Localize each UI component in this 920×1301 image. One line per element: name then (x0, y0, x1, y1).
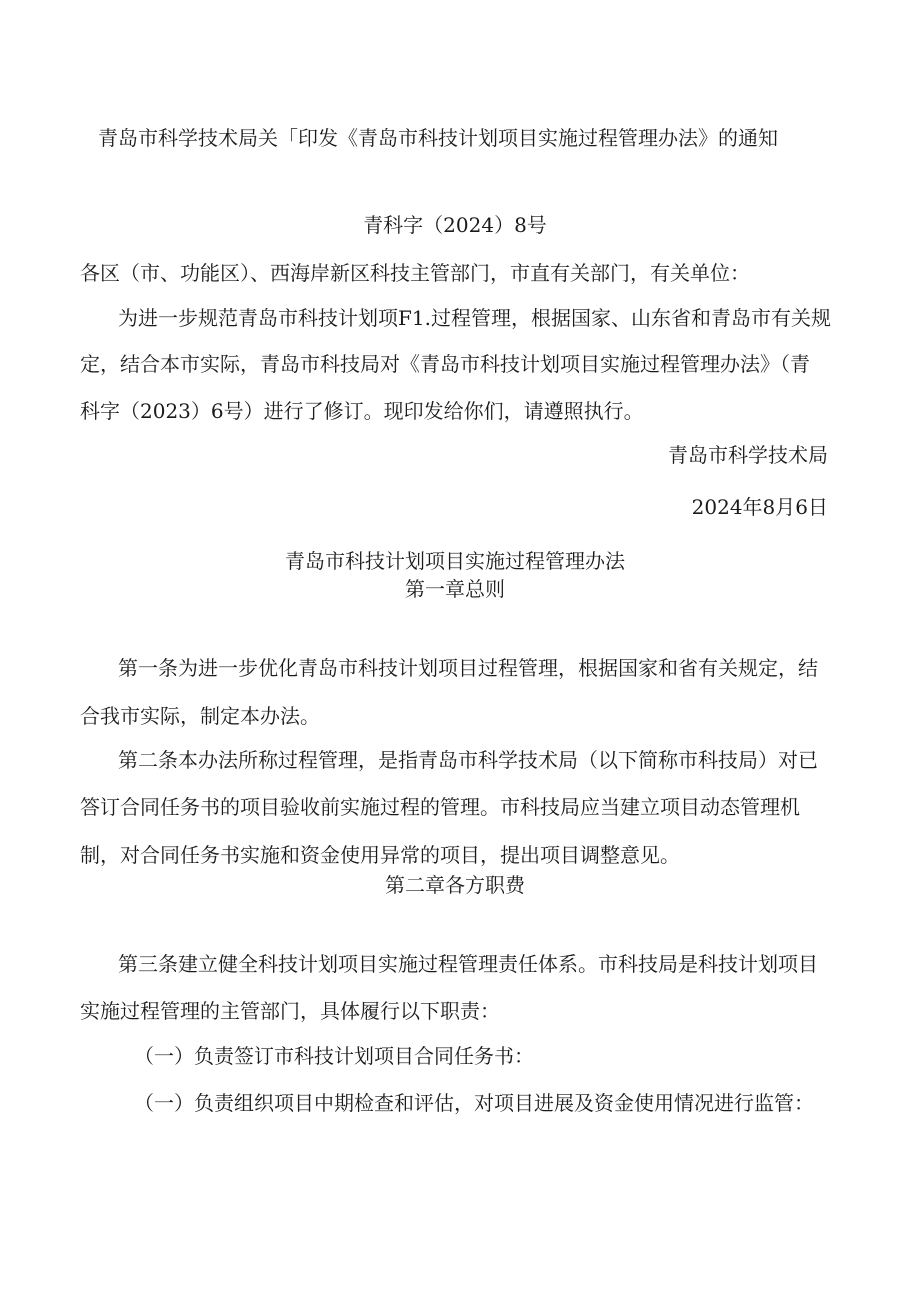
article-2-line: 第二条本办法所称过程管理，是指青岛市科学技术局（以下简称市科技局）对已 (118, 748, 818, 772)
chapter-heading: 第二章各方职费 (385, 873, 525, 897)
notice-title: 青岛市科学技术局关「印发《青岛市科技计划项目实施过程管理办法》的通知 (98, 126, 778, 150)
measures-title: 青岛市科技计划项目实施过程管理办法 (285, 549, 625, 573)
signature-issuer: 青岛市科学技术局 (668, 443, 828, 467)
article-2-line: 答订合同任务书的项目验收前实施过程的管理。市科技局应当建立项目动态管理机 (80, 795, 800, 819)
article-2-line: 制，对合同任务书实施和资金使用异常的项目，提出项目调整意见。 (80, 843, 680, 867)
duty-item: （一）负责组织项目中期检查和评估，对项目进展及资金使用情况进行监管： (134, 1091, 814, 1115)
article-1-line: 合我市实际，制定本办法。 (80, 704, 320, 728)
document-number: 青科字（2024）8号 (363, 213, 547, 237)
article-3-line: 第三条建立健全科技计划项目实施过程管理责任体系。市科技局是科技计划项目 (118, 952, 818, 976)
signature-date: 2024年8月6日 (691, 495, 828, 519)
article-1-line: 第一条为进一步优化青岛市科技计划项目过程管理，根据国家和省有关规定，结 (118, 656, 818, 680)
notice-body-line: 科字（2023）6号）进行了修订。现印发给你们，请遵照执行。 (80, 399, 644, 423)
duty-item: （一）负责签订市科技计划项目合同任务书： (134, 1044, 534, 1068)
chapter-heading: 第一章总则 (405, 577, 505, 601)
notice-body-line: 为进一步规范青岛市科技计划项F1.过程管理，根据国家、山东省和青岛市有关规 (118, 306, 831, 330)
article-3-line: 实施过程管理的主管部门，具体履行以下职责： (80, 999, 500, 1023)
recipients-line: 各区（市、功能区）、西海岸新区科技主管部门，市直有关部门，有关单位： (80, 261, 750, 285)
notice-body-line: 定，结合本市实际，青岛市科技局对《青岛市科技计划项目实施过程管理办法》（青 (80, 352, 810, 376)
